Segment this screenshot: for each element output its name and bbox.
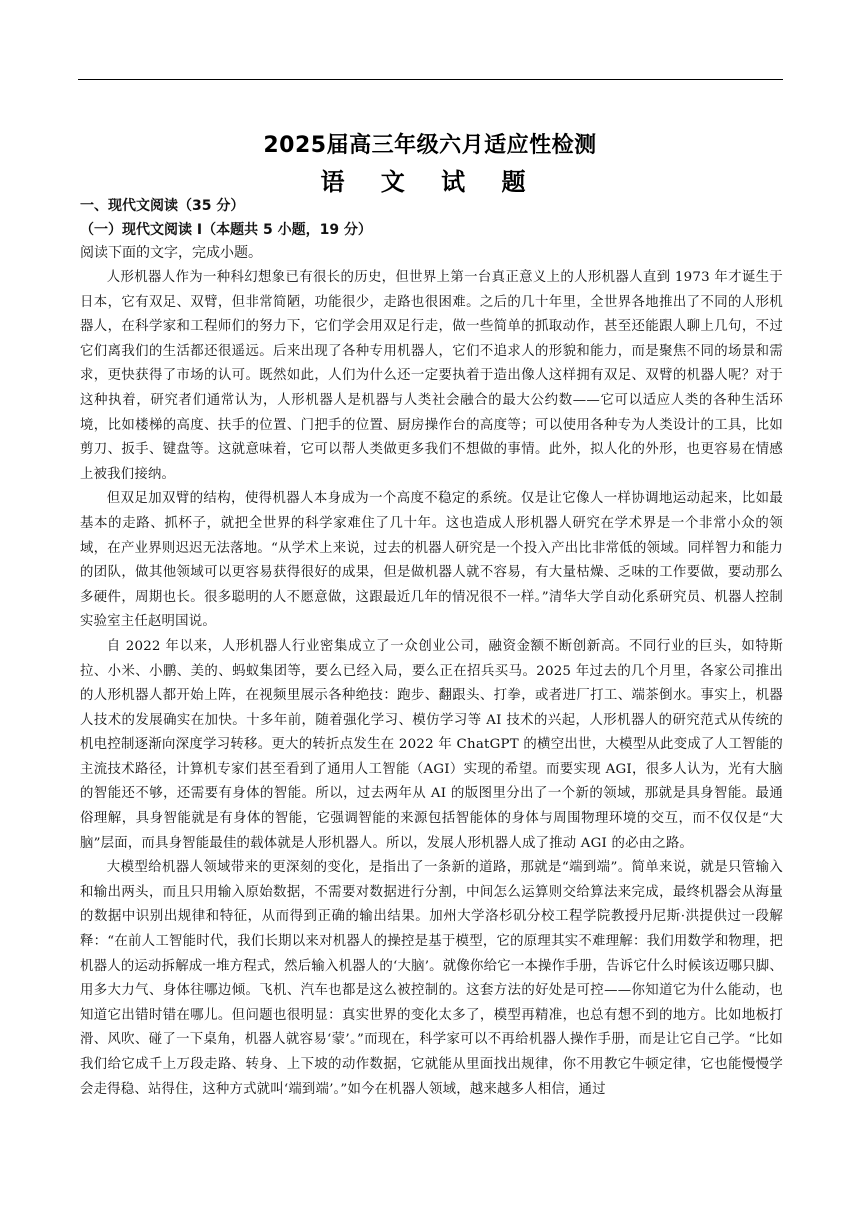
passage-paragraph: 自 2022 年以来，人形机器人行业密集成立了一众创业公司，融资金额不断创新高。不同行业的巨头，如特斯拉、小米、小鹏、美的、蚂蚁集团等，要么已经入局，要么正在招兵买马。2025 年过去的几个月里，各家公司推出的人形机器人都开始上阵，在视频里展示各种绝技：跑步、翻跟头、打拳，或者进厂打工、端茶倒水。事实上，机器人技术的发展确实在加快。十多年前，随着强化学习、模仿学习等 AI 技术的兴起，人形机器人的研究范式从传统的机电控制逐渐向深度学习转移。更大的转折点发生在 2022 年 ChatGPT 的横空出世，大模型从此变成了人工智能的主流技术路径，计算机专家们甚至看到了通用人工智能（AGI）实现的希望。而要实现 AGI，很多人认为，光有大脑的智能还不够，还需要有身体的智能。所以，过去两年从 AI 的版图里分出了一个新的领域，那就是具身智能。最通俗理解，具身智能就是有身体的智能，它强调智能的来源包括智能体的身体与周围物理环境的交互，而不仅仅是“大脑”层面，而具身智能最佳的载体就是人形机器人。所以，发展人形机器人成了推动 AGI 的必由之路。 <box>80 638 783 851</box>
passage-paragraph: 人形机器人作为一种科幻想象已有很长的历史，但世界上第一台真正意义上的人形机器人直到 1973 年才诞生于日本，它有双足、双臂，但非常简陋，功能很少，走路也很困难。之后的几十年里，全世界各地推出了不同的人形机器人，在科学家和工程师们的努力下，它们学会用双足行走，做一些简单的抓取动作，甚至还能跟人聊上几句，不过它们离我们的生活都还很遥远。后来出现了各种专用机器人，它们不追求人的形貌和能力，而是聚焦不同的场景和需求，更快获得了市场的认可。既然如此，人们为什么还一定要执着于造出像人这样拥有双足、双臂的机器人呢？对于这种执着，研究者们通常认为，人形机器人是机器与人类社会融合的最大公约数——它可以适应人类的各种生活环境，比如楼梯的高度、扶手的位置、门把手的位置、厨房操作台的高度等；可以使用各种专为人类设计的工具，比如剪刀、扳手、键盘等。这就意味着，它可以帮人类做更多我们不想做的事情。此外，拟人化的外形，也更容易在情感上被我们接纳。 <box>80 270 783 482</box>
reading-instruction: 阅读下面的文字，完成小题。 <box>80 245 262 261</box>
passage-paragraph: 但双足加双臂的结构，使得机器人本身成为一个高度不稳定的系统。仅是让它像人一样协调地运动起来，比如最基本的走路、抓杯子，就把全世界的科学家难住了几十年。这也造成人形机器人研究在学术界是一个非常小众的领域，在产业界则迟迟无法落地。“从学术上来说，过去的机器人研究是一个投入产出比非常低的领域。同样智力和能力的团队，做其他领域可以更容易获得很好的成果，但是做机器人就不容易，有大量枯燥、乏味的工作要做，要动那么多硬件，周期也长。很多聪明的人不愿意做，这跟最近几年的情况很不一样。”清华大学自动化系研究员、机器人控制实验室主任赵明国说。 <box>80 491 783 630</box>
exam-title: 2025届高三年级六月适应性检测 <box>263 133 597 158</box>
passage-paragraph: 大模型给机器人领域带来的更深刻的变化，是指出了一条新的道路，那就是“端到端”。简单来说，就是只管输入和输出两头，而且只用输入原始数据，不需要对数据进行分割，中间怎么运算则交给算法来完成，最终机器会从海量的数据中识别出规律和特征，从而得到正确的输出结果。加州大学洛杉矶分校工程学院教授丹尼斯·洪提供过一段解释：“在前人工智能时代，我们长期以来对机器人的操控是基于模型，它的原理其实不难理解：我们用数学和物理，把机器人的运动拆解成一堆方程式，然后输入机器人的‘大脑’。就像你给它一本操作手册，告诉它什么时候该迈哪只脚、用多大力气、身体往哪边倾。飞机、汽车也都是这么被控制的。这套方法的好处是可控——你知道它为什么能动，也知道它出错时错在哪儿。但问题也很明显：真实世界的变化太多了，模型再精准，也总有想不到的地方。比如地板打滑、风吹、碰了一下桌角，机器人就容易‘蒙’。”而现在，科学家可以不再给机器人操作手册，而是让它自己学。“比如我们给它成千上万段走路、转身、上下坡的动作数据，它就能从里面找出规律，你不用教它牛顿定律，它也能慢慢学会走得稳、站得住，这种方式就叫‘端到端’。”如今在机器人领域，越来越多人相信，通过 <box>80 860 783 1097</box>
reading-passage <box>80 266 783 1206</box>
header-rule <box>78 79 783 80</box>
exam-subtitle: 语 文 试 题 <box>320 168 540 196</box>
section-heading: 一、现代文阅读（35 分） <box>80 198 245 214</box>
section-subheading: （一）现代文阅读 Ⅰ（本题共 5 小题，19 分） <box>80 222 372 238</box>
